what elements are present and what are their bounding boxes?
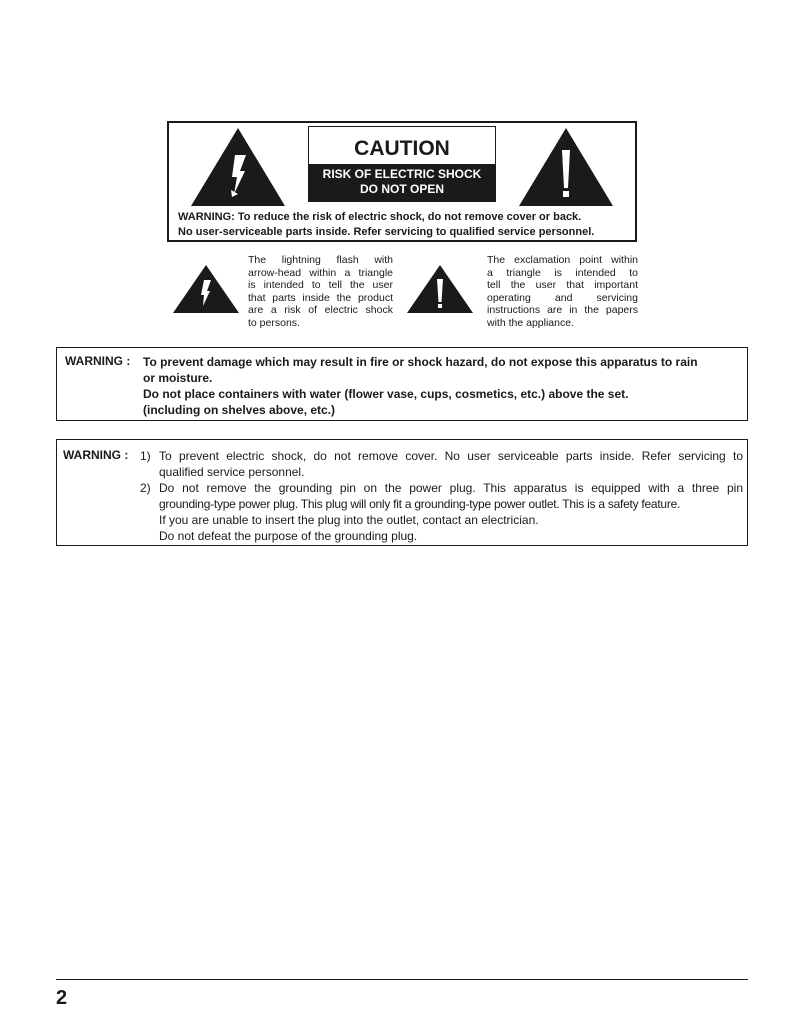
warning-item-line: qualified service personnel.: [159, 465, 305, 479]
warning-item-2: [140, 480, 743, 544]
exclamation-explanation-line: with the appliance.: [487, 316, 574, 329]
lightning-explanation-line: arrow-head within a triangle: [248, 266, 393, 279]
warning-label: WARNING :: [65, 354, 131, 368]
caution-exclamation-icon: [407, 265, 473, 313]
warning-item-line: Do not defeat the purpose of the grounding plug.: [159, 529, 418, 543]
warning-item-1: [140, 448, 743, 480]
exclamation-explanation-line: a triangle is intended to: [487, 266, 638, 279]
lightning-explanation-line: are a risk of electric shock: [248, 304, 393, 316]
page-number: 2: [56, 987, 68, 1009]
caution-title: CAUTION: [354, 137, 450, 160]
caution-risk-band: [309, 164, 495, 201]
lightning-symbol-explanation: [248, 254, 393, 329]
warning-item-line: If you are unable to insert the plug into the outlet, contact an electrician.: [159, 513, 539, 527]
lightning-explanation-line: is intended to tell the user: [248, 279, 393, 291]
warning-line: (including on shelves above, etc.): [143, 403, 336, 417]
exclamation-explanation-line: tell the user that important: [487, 279, 638, 291]
warning-item-line: grounding-type power plug. This plug will only fit a grounding-type power outlet. This is a safety feature.: [159, 497, 681, 511]
warning-line: Do not place containers with water (flower vase, cups, cosmetics, etc.) above the set.: [143, 387, 629, 401]
lightning-explanation-line: that parts inside the product: [248, 291, 393, 304]
footer-divider: [56, 979, 748, 980]
warning-item-number: 1): [140, 449, 151, 463]
caution-exclamation-icon: [519, 128, 613, 206]
exclamation-explanation-line: instructions are in the papers: [487, 304, 638, 316]
caution-title-panel: [308, 126, 496, 202]
exclamation-explanation-line: The exclamation point within: [487, 254, 638, 266]
lightning-explanation-line: The lightning flash with: [248, 254, 393, 266]
electric-shock-warning-icon: [191, 128, 285, 206]
electric-shock-warning-box: [56, 439, 748, 546]
moisture-warning-box: [56, 347, 748, 421]
caution-band-line-2: DO NOT OPEN: [359, 182, 444, 196]
caution-band-line-1: RISK OF ELECTRIC SHOCK: [322, 167, 482, 181]
exclamation-symbol-explanation: [487, 254, 638, 329]
caution-warning-text: [178, 210, 628, 240]
warning-item-line: To prevent electric shock, do not remove cover. No user serviceable parts inside. Refer servicing to: [159, 449, 743, 463]
caution-warning-line-1: WARNING: To reduce the risk of electric shock, do not remove cover or back.: [178, 211, 582, 223]
electric-shock-warning-icon: [173, 265, 239, 313]
warning-label: WARNING :: [63, 448, 129, 462]
moisture-warning-text: [143, 354, 743, 418]
warning-item-line: Do not remove the grounding pin on the power plug. This apparatus is equipped with a three pin: [159, 481, 743, 495]
exclamation-explanation-line: operating and servicing: [487, 291, 638, 304]
caution-warning-line-2: No user-serviceable parts inside. Refer servicing to qualified service personnel.: [178, 226, 595, 238]
warning-item-number: 2): [140, 481, 151, 495]
lightning-explanation-line: to persons.: [248, 316, 300, 329]
caution-label-box: [167, 121, 637, 242]
warning-line: or moisture.: [143, 371, 213, 385]
warning-line: To prevent damage which may result in fire or shock hazard, do not expose this apparatus to rain: [143, 355, 698, 369]
